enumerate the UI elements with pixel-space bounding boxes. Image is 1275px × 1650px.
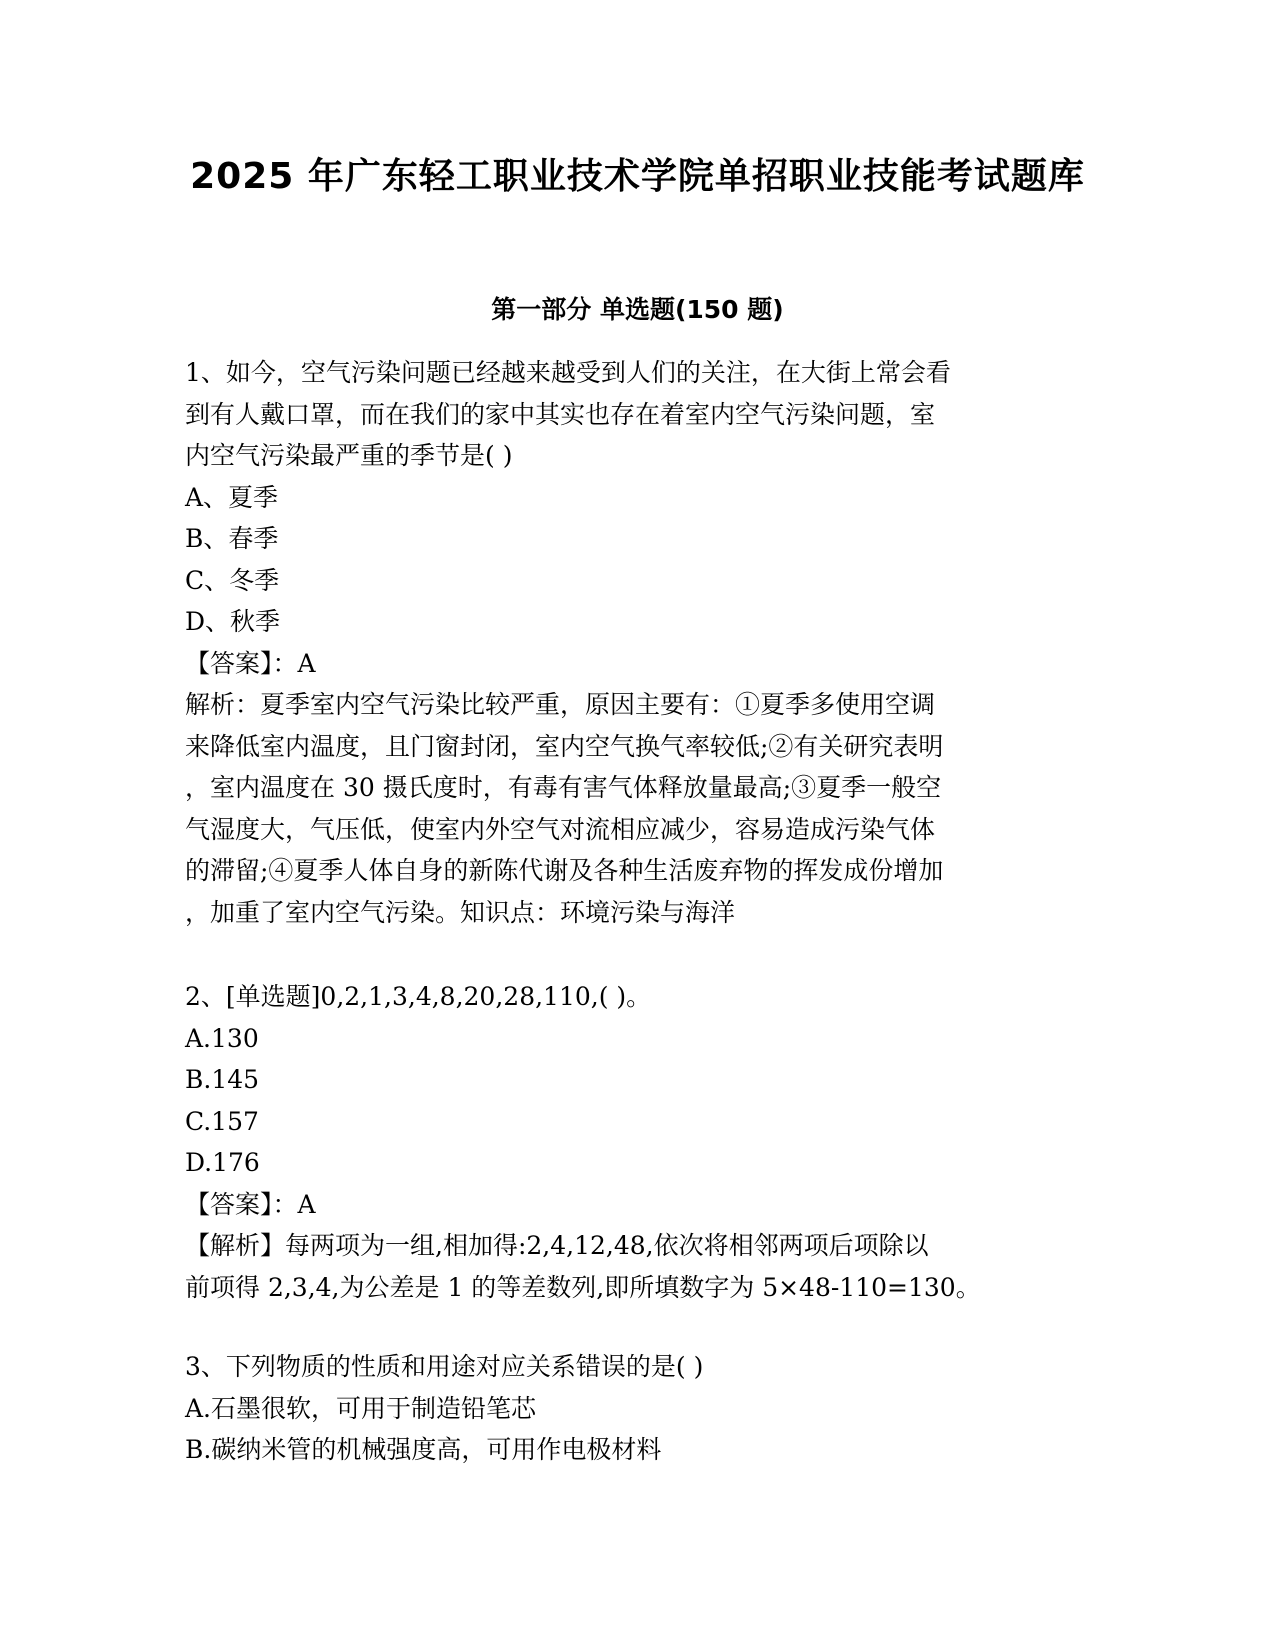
explanation-line: ，加重了室内空气污染。知识点：环境污染与海洋 (185, 897, 736, 927)
explanation-line: 来降低室内温度，且门窗封闭，室内空气换气率较低;②有关研究表明 (185, 731, 944, 761)
question-stem-line: 内空气污染最严重的季节是( ) (185, 441, 513, 470)
question-3 (185, 1346, 1075, 1471)
option-a: A、夏季 (185, 482, 279, 512)
option-d: D.176 (185, 1148, 260, 1177)
option-c: C.157 (185, 1106, 259, 1136)
answer-label: 【答案】：A (185, 648, 316, 678)
explanation-line: 【解析】每两项为一组,相加得:2,4,12,48,依次将相邻两项后项除以 (185, 1231, 929, 1260)
document-title: 2025 年广东轻工职业技术学院单招职业技能考试题库 (190, 156, 1085, 197)
option-a: A.130 (185, 1023, 259, 1053)
question-stem-line: 2、[单选题]0,2,1,3,4,8,20,28,110,( )。 (185, 982, 652, 1011)
question-stem-line: 1、如今，空气污染问题已经越来越受到人们的关注，在大街上常会看 (185, 358, 951, 387)
option-b: B.碳纳米管的机械强度高，可用作电极材料 (185, 1435, 662, 1464)
question-stem-line: 到有人戴口罩，而在我们的家中其实也存在着室内空气污染问题，室 (185, 399, 936, 429)
answer-label: 【答案】：A (185, 1189, 316, 1219)
question-2 (185, 976, 1075, 1308)
option-b: B.145 (185, 1065, 260, 1094)
option-c: C、冬季 (185, 565, 280, 595)
option-d: D、秋季 (185, 607, 281, 636)
option-b: B、春季 (185, 524, 279, 553)
section-heading: 第一部分 单选题(150 题) (491, 295, 784, 324)
explanation-line: ，室内温度在 30 摄氏度时，有毒有害气体释放量最高;③夏季一般空 (185, 773, 942, 802)
explanation-line: 的滞留;④夏季人体自身的新陈代谢及各种生活废弃物的挥发成份增加 (185, 856, 944, 885)
explanation-line: 前项得 2,3,4,为公差是 1 的等差数列,即所填数字为 5×48-110=130。 (185, 1272, 981, 1302)
option-a: A.石墨很软，可用于制造铅笔芯 (185, 1393, 537, 1423)
explanation-line: 解析：夏季室内空气污染比较严重，原因主要有：①夏季多使用空调 (185, 690, 936, 719)
explanation-line: 气湿度大，气压低，使室内外空气对流相应减少，容易造成污染气体 (185, 814, 936, 844)
question-1 (185, 352, 1075, 933)
question-stem-line: 3、下列物质的性质和用途对应关系错误的是( ) (185, 1352, 704, 1381)
